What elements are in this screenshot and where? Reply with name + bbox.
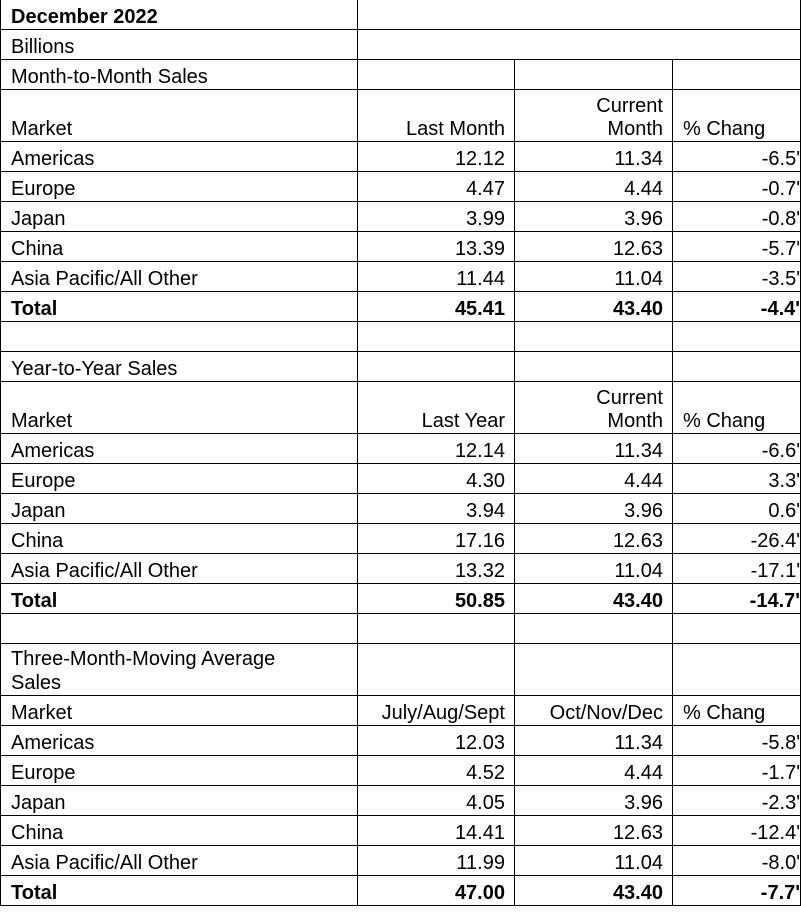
value-pct-change: 0.6' (673, 494, 801, 524)
total-row (1, 292, 801, 322)
market-name: China (1, 232, 358, 262)
value-a: 3.99 (358, 202, 515, 232)
value-pct-change: -5.8' (673, 726, 801, 756)
total-label: Total (1, 584, 358, 614)
value-a: 4.52 (358, 756, 515, 786)
empty-cell (1, 322, 358, 352)
header-last-year: Last Year (358, 382, 515, 434)
header-current-line2: Month (607, 410, 663, 432)
header-pct-change: % Chang (673, 90, 801, 142)
section-title (1, 644, 358, 696)
header-last-month: Last Month (358, 90, 515, 142)
value-pct-change: 3.3' (673, 464, 801, 494)
empty-cell (358, 644, 515, 696)
report-title-row (1, 0, 801, 30)
column-header-row (1, 696, 801, 726)
header-prev-quarter: July/Aug/Sept (358, 696, 515, 726)
market-name: Americas (1, 142, 358, 172)
section-rows (1, 726, 801, 876)
value-pct-change: -5.7' (673, 232, 801, 262)
units-label: Billions (1, 30, 358, 60)
value-pct-change: -6.5' (673, 142, 801, 172)
spacer-row (1, 322, 801, 352)
total-value-b: 43.40 (515, 584, 673, 614)
market-name: China (1, 816, 358, 846)
header-market: Market (1, 696, 358, 726)
table-row (1, 846, 801, 876)
table-row (1, 202, 801, 232)
total-label: Total (1, 292, 358, 322)
value-a: 4.05 (358, 786, 515, 816)
value-b: 12.63 (515, 524, 673, 554)
table-row (1, 786, 801, 816)
table-row (1, 726, 801, 756)
value-pct-change: -0.8' (673, 202, 801, 232)
value-b: 11.04 (515, 262, 673, 292)
market-name: Asia Pacific/All Other (1, 846, 358, 876)
value-pct-change: -8.0' (673, 846, 801, 876)
section-title-line2: Sales (11, 672, 62, 694)
empty-cell (358, 322, 515, 352)
total-value-a: 50.85 (358, 584, 515, 614)
value-b: 11.34 (515, 142, 673, 172)
total-label: Total (1, 876, 358, 906)
table-row (1, 262, 801, 292)
value-a: 4.47 (358, 172, 515, 202)
value-pct-change: -12.4' (673, 816, 801, 846)
total-value-c: -14.7' (673, 584, 801, 614)
total-value-c: -7.7' (673, 876, 801, 906)
value-a: 12.14 (358, 434, 515, 464)
section-title: Year-to-Year Sales (1, 352, 358, 382)
table-row (1, 434, 801, 464)
value-pct-change: -26.4' (673, 524, 801, 554)
value-a: 13.32 (358, 554, 515, 584)
empty-cell (1, 614, 358, 644)
empty-cell (673, 644, 801, 696)
empty-cell (515, 644, 673, 696)
header-pct-change: % Chang (673, 696, 801, 726)
empty-cell (515, 614, 673, 644)
value-b: 3.96 (515, 202, 673, 232)
market-name: Asia Pacific/All Other (1, 262, 358, 292)
section-title-row (1, 644, 801, 696)
empty-cell (515, 322, 673, 352)
empty-cell (673, 352, 801, 382)
total-value-a: 47.00 (358, 876, 515, 906)
total-row (1, 584, 801, 614)
total-value-c: -4.4' (673, 292, 801, 322)
empty-cell (673, 322, 801, 352)
value-b: 12.63 (515, 232, 673, 262)
empty-cell (515, 60, 673, 90)
value-pct-change: -3.5' (673, 262, 801, 292)
empty-cell (358, 60, 515, 90)
market-name: Japan (1, 786, 358, 816)
section-title: Month-to-Month Sales (1, 60, 358, 90)
section-rows (1, 434, 801, 584)
header-current-month (515, 90, 673, 142)
header-current-month (515, 382, 673, 434)
section-rows (1, 142, 801, 292)
value-a: 12.12 (358, 142, 515, 172)
empty-cell (358, 0, 801, 30)
value-b: 4.44 (515, 464, 673, 494)
table-row (1, 816, 801, 846)
header-current-line1: Current (596, 387, 663, 409)
value-a: 17.16 (358, 524, 515, 554)
report-title: December 2022 (1, 0, 358, 30)
value-a: 11.44 (358, 262, 515, 292)
value-a: 4.30 (358, 464, 515, 494)
section-title-row (1, 60, 801, 90)
value-b: 11.04 (515, 846, 673, 876)
table-row (1, 756, 801, 786)
table-row (1, 172, 801, 202)
market-name: Europe (1, 464, 358, 494)
empty-cell (358, 614, 515, 644)
market-name: Americas (1, 726, 358, 756)
total-value-b: 43.40 (515, 292, 673, 322)
value-a: 11.99 (358, 846, 515, 876)
empty-cell (673, 60, 801, 90)
header-current-line1: Current (596, 95, 663, 117)
total-value-a: 45.41 (358, 292, 515, 322)
value-b: 3.96 (515, 786, 673, 816)
market-name: Japan (1, 202, 358, 232)
value-pct-change: -0.7' (673, 172, 801, 202)
column-header-row (1, 382, 801, 434)
table-row (1, 142, 801, 172)
value-a: 12.03 (358, 726, 515, 756)
header-pct-change: % Chang (673, 382, 801, 434)
section-title-line1: Three-Month-Moving Average (11, 648, 276, 670)
table-row (1, 524, 801, 554)
value-b: 3.96 (515, 494, 673, 524)
value-b: 11.04 (515, 554, 673, 584)
market-name: Americas (1, 434, 358, 464)
spacer-row (1, 614, 801, 644)
value-pct-change: -6.6' (673, 434, 801, 464)
table-row (1, 232, 801, 262)
market-name: Asia Pacific/All Other (1, 554, 358, 584)
column-header-row (1, 90, 801, 142)
value-b: 4.44 (515, 756, 673, 786)
header-market: Market (1, 382, 358, 434)
value-pct-change: -2.3' (673, 786, 801, 816)
total-row (1, 876, 801, 906)
empty-cell (515, 352, 673, 382)
total-value-b: 43.40 (515, 876, 673, 906)
value-a: 13.39 (358, 232, 515, 262)
table-row (1, 464, 801, 494)
market-name: China (1, 524, 358, 554)
value-a: 14.41 (358, 816, 515, 846)
header-market: Market (1, 90, 358, 142)
value-b: 4.44 (515, 172, 673, 202)
empty-cell (358, 30, 801, 60)
market-name: Europe (1, 756, 358, 786)
units-row (1, 30, 801, 60)
empty-cell (358, 352, 515, 382)
market-name: Europe (1, 172, 358, 202)
section-title-row (1, 352, 801, 382)
table-row (1, 554, 801, 584)
value-b: 11.34 (515, 726, 673, 756)
value-pct-change: -17.1' (673, 554, 801, 584)
empty-cell (673, 614, 801, 644)
value-pct-change: -1.7' (673, 756, 801, 786)
value-b: 11.34 (515, 434, 673, 464)
table-row (1, 494, 801, 524)
header-current-line2: Month (607, 118, 663, 140)
value-a: 3.94 (358, 494, 515, 524)
value-b: 12.63 (515, 816, 673, 846)
header-current-quarter: Oct/Nov/Dec (515, 696, 673, 726)
market-name: Japan (1, 494, 358, 524)
